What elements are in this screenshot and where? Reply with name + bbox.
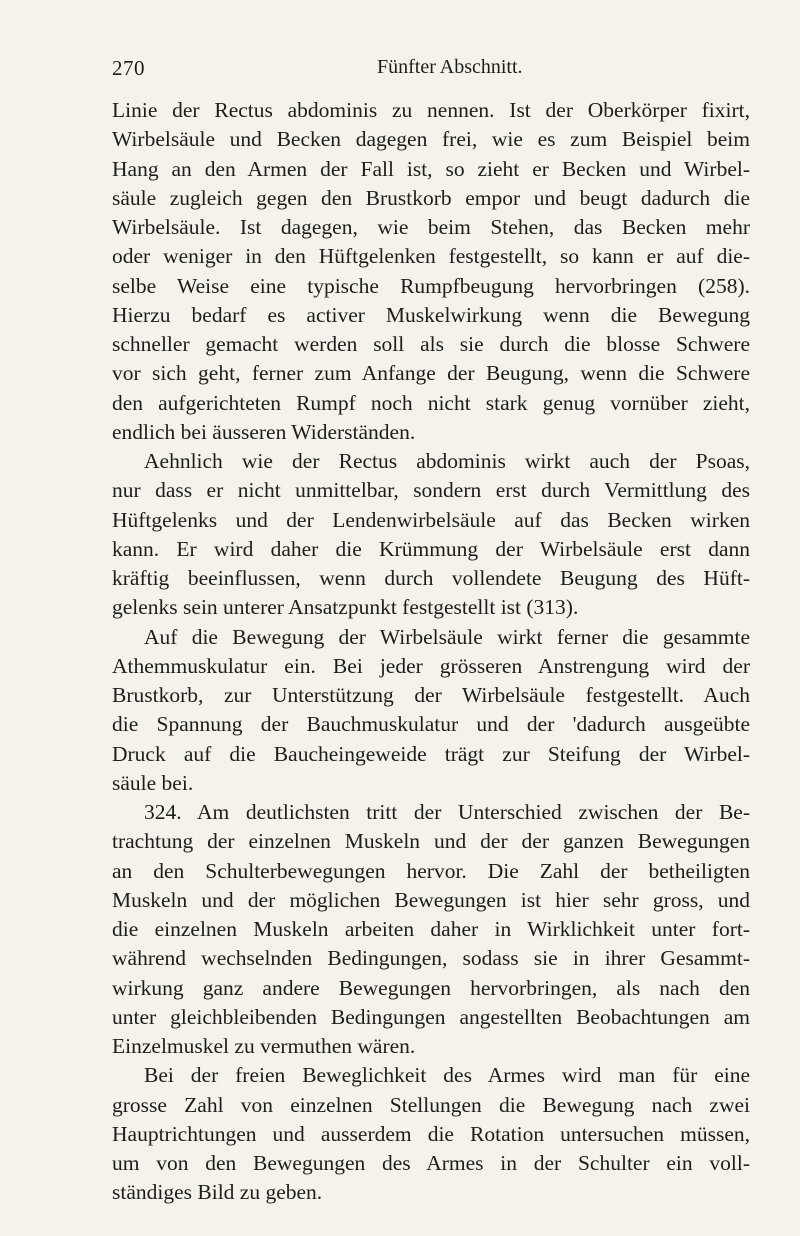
text-line: selbe Weise eine typische Rumpfbeugung hervorbringen (258). — [112, 273, 750, 298]
running-head: Fünfter Abschnitt. — [377, 56, 523, 78]
body-text — [112, 96, 750, 1208]
text-line: grosse Zahl von einzelnen Stellungen die Bewegung nach zwei — [112, 1092, 750, 1117]
text-line: während wechselnden Bedingungen, sodass sie in ihrer Gesammt- — [112, 946, 750, 971]
text-line: Einzelmuskel zu vermuthen wären. — [112, 1034, 416, 1058]
text-line: die einzelnen Muskeln arbeiten daher in Wirklichkeit unter fort- — [112, 917, 750, 941]
text-line: Linie der Rectus abdominis zu nennen. Ist der Oberkörper fixirt, — [112, 98, 750, 122]
text-line: an den Schulterbewegungen hervor. Die Zahl der betheiligten — [112, 858, 750, 883]
text-line: Wirbelsäule und Becken dagegen frei, wie es zum Beispiel beim — [112, 127, 750, 152]
text-line: kräftig beeinflussen, wenn durch vollendete Beugung des Hüft- — [112, 566, 750, 590]
text-line: die Spannung der Bauchmuskulatur und der 'dadurch ausgeübte — [112, 712, 750, 737]
text-line: Muskeln und der möglichen Bewegungen ist hier sehr gross, und — [112, 887, 750, 912]
text-line: säule zugleich gegen den Brustkorb empor und beugt dadurch die — [112, 185, 750, 210]
text-line: um von den Bewegungen des Armes in der Schulter ein voll- — [112, 1151, 750, 1175]
text-line: ständiges Bild zu geben. — [112, 1180, 323, 1205]
page-number: 270 — [112, 56, 145, 80]
text-line: kann. Er wird daher die Krümmung der Wirbelsäule erst dann — [112, 536, 750, 561]
text-line: Druck auf die Baucheingeweide trägt zur Steifung der Wirbel- — [112, 741, 750, 766]
text-line: Hüftgelenks und der Lendenwirbelsäule auf das Becken wirken — [112, 507, 750, 532]
text-line: Bei der freien Beweglichkeit des Armes wird man für eine — [144, 1063, 750, 1088]
text-line: trachtung der einzelnen Muskeln und der der ganzen Bewegungen — [112, 829, 750, 854]
text-line: Aehnlich wie der Rectus abdominis wirkt auch der Psoas, — [144, 449, 750, 473]
text-line: Hauptrichtungen und ausserdem die Rotation untersuchen müssen, — [112, 1121, 750, 1146]
text-line: säule bei. — [112, 770, 194, 795]
text-line: Brustkorb, zur Unterstützung der Wirbelsäule festgestellt. Auch — [112, 683, 750, 707]
text-line: 324. Am deutlichsten tritt der Unterschied zwischen der Be- — [144, 800, 750, 824]
text-line: gelenks sein unterer Ansatzpunkt festgestellt ist (313). — [112, 595, 579, 620]
text-line: vor sich geht, ferner zum Anfange der Beugung, wenn die Schwere — [112, 361, 750, 386]
text-line: nur dass er nicht unmittelbar, sondern erst durch Vermittlung des — [112, 478, 750, 503]
text-line: schneller gemacht werden soll als sie durch die blosse Schwere — [112, 332, 750, 356]
text-line: den aufgerichteten Rumpf noch nicht stark genug vornüber zieht, — [112, 390, 750, 415]
text-line: Athemmuskulatur ein. Bei jeder grösseren Anstrengung wird der — [112, 653, 750, 678]
text-line: wirkung ganz andere Bewegungen hervorbringen, als nach den — [112, 975, 750, 1000]
text-line: oder weniger in den Hüftgelenken festgestellt, so kann er auf die- — [112, 244, 750, 269]
text-line: Auf die Bewegung der Wirbelsäule wirkt ferner die gesammte — [144, 624, 750, 649]
text-line: Hierzu bedarf es activer Muskelwirkung wenn die Bewegung — [112, 302, 750, 327]
page-header — [112, 56, 752, 86]
text-line: Hang an den Armen der Fall ist, so zieht er Becken und Wirbel- — [112, 156, 750, 181]
text-line: Wirbelsäule. Ist dagegen, wie beim Stehen, das Becken mehr — [112, 215, 750, 239]
text-line: unter gleichbleibenden Bedingungen angestellten Beobachtungen am — [112, 1004, 750, 1029]
text-line: endlich bei äusseren Widerständen. — [112, 419, 416, 444]
